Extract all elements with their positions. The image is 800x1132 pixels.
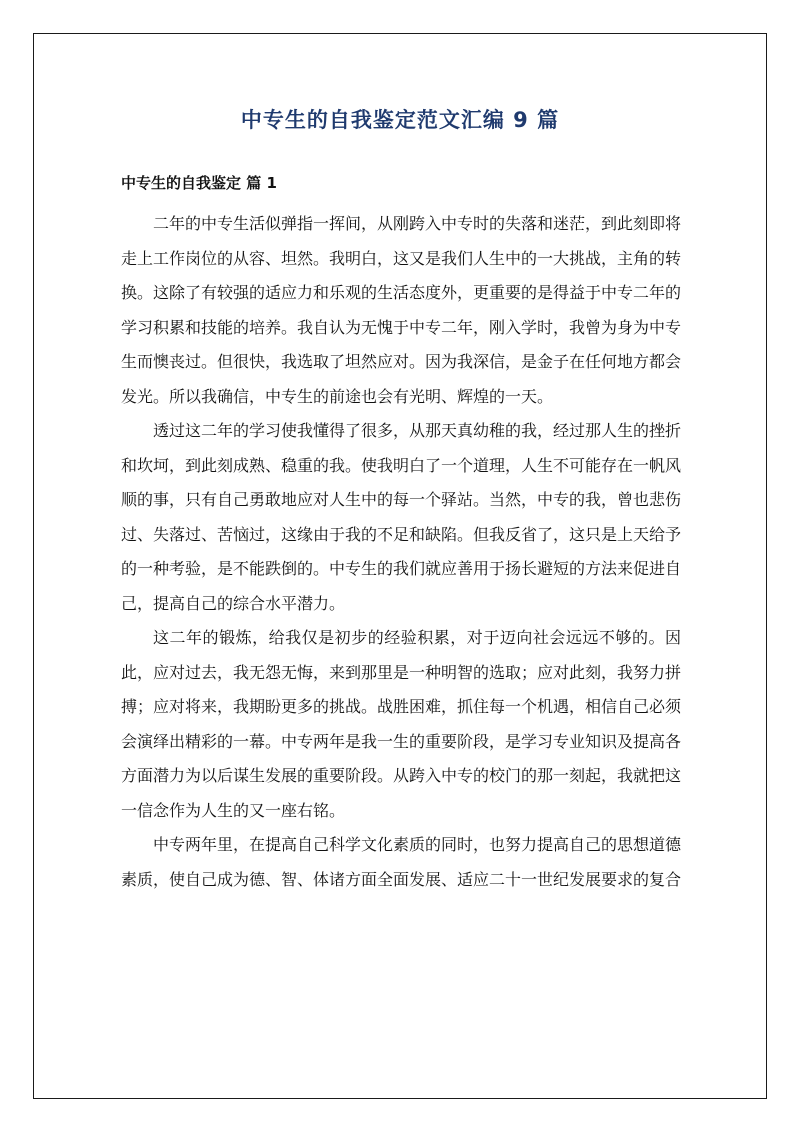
paragraph: 二年的中专生活似弹指一挥间，从刚跨入中专时的失落和迷茫，到此刻即将走上工作岗位的从容、坦然。我明白，这又是我们人生中的一大挑战，主角的转换。这除了有较强的适应力和乐观的生活态度外，更重要的是得益于中专二年的学习积累和技能的培养。我自认为无愧于中专二年，刚入学时，我曾为身为中专生而懊丧过。但很快，我选取了坦然应对。因为我深信，是金子在任何地方都会发光。所以我确信，中专生的前途也会有光明、辉煌的一天。: [121, 214, 682, 406]
paragraph: 中专两年里，在提高自己科学文化素质的同时，也努力提高自己的思想道德素质，使自己成为德、智、体诸方面全面发展、适应二十一世纪发展要求的复合: [121, 835, 682, 889]
section-heading: 中专生的自我鉴定 篇 1: [121, 174, 277, 192]
paragraph: 透过这二年的学习使我懂得了很多，从那天真幼稚的我，经过那人生的挫折和坎坷，到此刻成熟、稳重的我。使我明白了一个道理，人生不可能存在一帆风顺的事，只有自己勇敢地应对人生中的每一个驿站。当然，中专的我，曾也悲伤过、失落过、苦恼过，这缘由于我的不足和缺陷。但我反省了，这只是上天给予的一种考验，是不能跌倒的。中专生的我们就应善用于扬长避短的方法来促进自己，提高自己的综合水平潜力。: [121, 421, 682, 613]
document-body: [121, 207, 681, 897]
paragraph: 这二年的锻炼，给我仅是初步的经验积累，对于迈向社会远远不够的。因此，应对过去，我无怨无悔，来到那里是一种明智的选取；应对此刻，我努力拼搏；应对将来，我期盼更多的挑战。战胜困难，抓住每一个机遇，相信自己必须会演绎出精彩的一幕。中专两年是我一生的重要阶段，是学习专业知识及提高各方面潜力为以后谋生发展的重要阶段。从跨入中专的校门的那一刻起，我就把这一信念作为人生的又一座右铭。: [121, 628, 682, 820]
document-title: 中专生的自我鉴定范文汇编 9 篇: [240, 108, 560, 132]
